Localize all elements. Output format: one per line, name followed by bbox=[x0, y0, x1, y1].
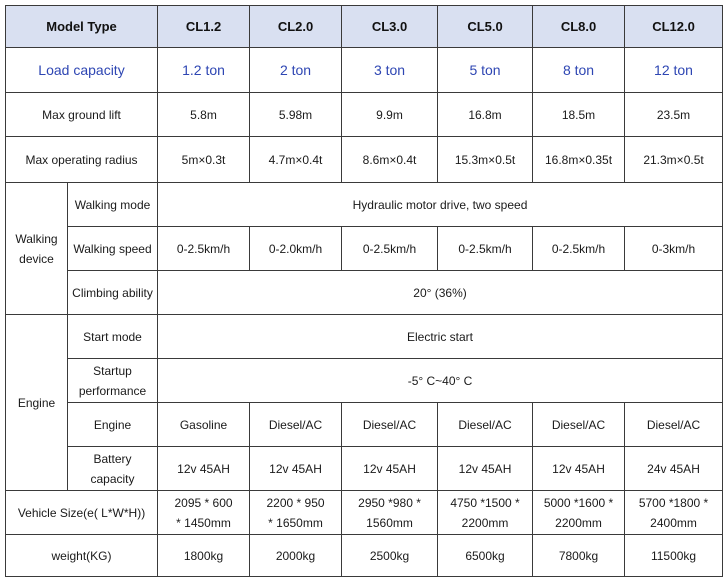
cell: Electric start bbox=[158, 315, 723, 359]
cell: 1800kg bbox=[158, 535, 250, 577]
model-header: CL2.0 bbox=[250, 6, 342, 48]
cell: 0-3km/h bbox=[625, 227, 723, 271]
cell: 0-2.5km/h bbox=[438, 227, 533, 271]
cell: 11500kg bbox=[625, 535, 723, 577]
engine-group-label: Engine bbox=[6, 315, 68, 491]
cell: 16.8m×0.35t bbox=[533, 137, 625, 183]
load-capacity-row bbox=[6, 48, 723, 93]
cell: 18.5m bbox=[533, 93, 625, 137]
cell: 6500kg bbox=[438, 535, 533, 577]
vehicle-size-row bbox=[6, 491, 723, 535]
row-label: Vehicle Size(e( L*W*H)) bbox=[6, 491, 158, 535]
model-header: CL5.0 bbox=[438, 6, 533, 48]
cell: 3 ton bbox=[342, 48, 438, 93]
cell: 0-2.0km/h bbox=[250, 227, 342, 271]
cell: 12v 45AH bbox=[158, 447, 250, 491]
cell: 21.3m×0.5t bbox=[625, 137, 723, 183]
row-label: Max operating radius bbox=[6, 137, 158, 183]
cell: 2 ton bbox=[250, 48, 342, 93]
cell: 5000 *1600 * 2200mm bbox=[533, 491, 625, 535]
cell: 1.2 ton bbox=[158, 48, 250, 93]
header-row bbox=[6, 6, 723, 48]
row-label: Engine bbox=[68, 403, 158, 447]
row-label: weight(KG) bbox=[6, 535, 158, 577]
cell: 12v 45AH bbox=[438, 447, 533, 491]
walking-device-group-label: Walking device bbox=[6, 183, 68, 315]
cell: 4750 *1500 * 2200mm bbox=[438, 491, 533, 535]
cell: 12 ton bbox=[625, 48, 723, 93]
model-header: CL3.0 bbox=[342, 6, 438, 48]
cell: 0-2.5km/h bbox=[533, 227, 625, 271]
engine-row bbox=[6, 403, 723, 447]
cell: 12v 45AH bbox=[250, 447, 342, 491]
battery-capacity-row bbox=[6, 447, 723, 491]
cell: 12v 45AH bbox=[533, 447, 625, 491]
max-ground-lift-row bbox=[6, 93, 723, 137]
row-label: Load capacity bbox=[6, 48, 158, 93]
weight-row bbox=[6, 535, 723, 577]
cell: 24v 45AH bbox=[625, 447, 723, 491]
model-header: CL8.0 bbox=[533, 6, 625, 48]
cell: 5 ton bbox=[438, 48, 533, 93]
walking-mode-row bbox=[6, 183, 723, 227]
cell: 2200 * 950 * 1650mm bbox=[250, 491, 342, 535]
cell: 5.8m bbox=[158, 93, 250, 137]
cell: 7800kg bbox=[533, 535, 625, 577]
cell: 2000kg bbox=[250, 535, 342, 577]
cell: 23.5m bbox=[625, 93, 723, 137]
cell: Diesel/AC bbox=[342, 403, 438, 447]
model-type-header: Model Type bbox=[6, 6, 158, 48]
cell: 5700 *1800 * 2400mm bbox=[625, 491, 723, 535]
row-label: Battery capacity bbox=[68, 447, 158, 491]
cell: Diesel/AC bbox=[533, 403, 625, 447]
model-header: CL1.2 bbox=[158, 6, 250, 48]
cell: Hydraulic motor drive, two speed bbox=[158, 183, 723, 227]
cell: 9.9m bbox=[342, 93, 438, 137]
cell: 2095 * 600 * 1450mm bbox=[158, 491, 250, 535]
cell: 8 ton bbox=[533, 48, 625, 93]
cell: Diesel/AC bbox=[625, 403, 723, 447]
row-label: Walking speed bbox=[68, 227, 158, 271]
cell: 2950 *980 * 1560mm bbox=[342, 491, 438, 535]
start-mode-row bbox=[6, 315, 723, 359]
cell: 8.6m×0.4t bbox=[342, 137, 438, 183]
cell: Gasoline bbox=[158, 403, 250, 447]
row-label: Max ground lift bbox=[6, 93, 158, 137]
cell: 16.8m bbox=[438, 93, 533, 137]
cell: 12v 45AH bbox=[342, 447, 438, 491]
cell: 0-2.5km/h bbox=[158, 227, 250, 271]
climbing-ability-row bbox=[6, 271, 723, 315]
spec-table bbox=[5, 5, 723, 577]
cell: Diesel/AC bbox=[438, 403, 533, 447]
cell: 15.3m×0.5t bbox=[438, 137, 533, 183]
row-label: Startup performance bbox=[68, 359, 158, 403]
cell: 2500kg bbox=[342, 535, 438, 577]
row-label: Walking mode bbox=[68, 183, 158, 227]
row-label: Climbing ability bbox=[68, 271, 158, 315]
cell: 20° (36%) bbox=[158, 271, 723, 315]
cell: -5° C~40° C bbox=[158, 359, 723, 403]
cell: 5m×0.3t bbox=[158, 137, 250, 183]
cell: 0-2.5km/h bbox=[342, 227, 438, 271]
cell: 5.98m bbox=[250, 93, 342, 137]
max-operating-radius-row bbox=[6, 137, 723, 183]
cell: 4.7m×0.4t bbox=[250, 137, 342, 183]
model-header: CL12.0 bbox=[625, 6, 723, 48]
cell: Diesel/AC bbox=[250, 403, 342, 447]
startup-performance-row bbox=[6, 359, 723, 403]
row-label: Start mode bbox=[68, 315, 158, 359]
walking-speed-row bbox=[6, 227, 723, 271]
